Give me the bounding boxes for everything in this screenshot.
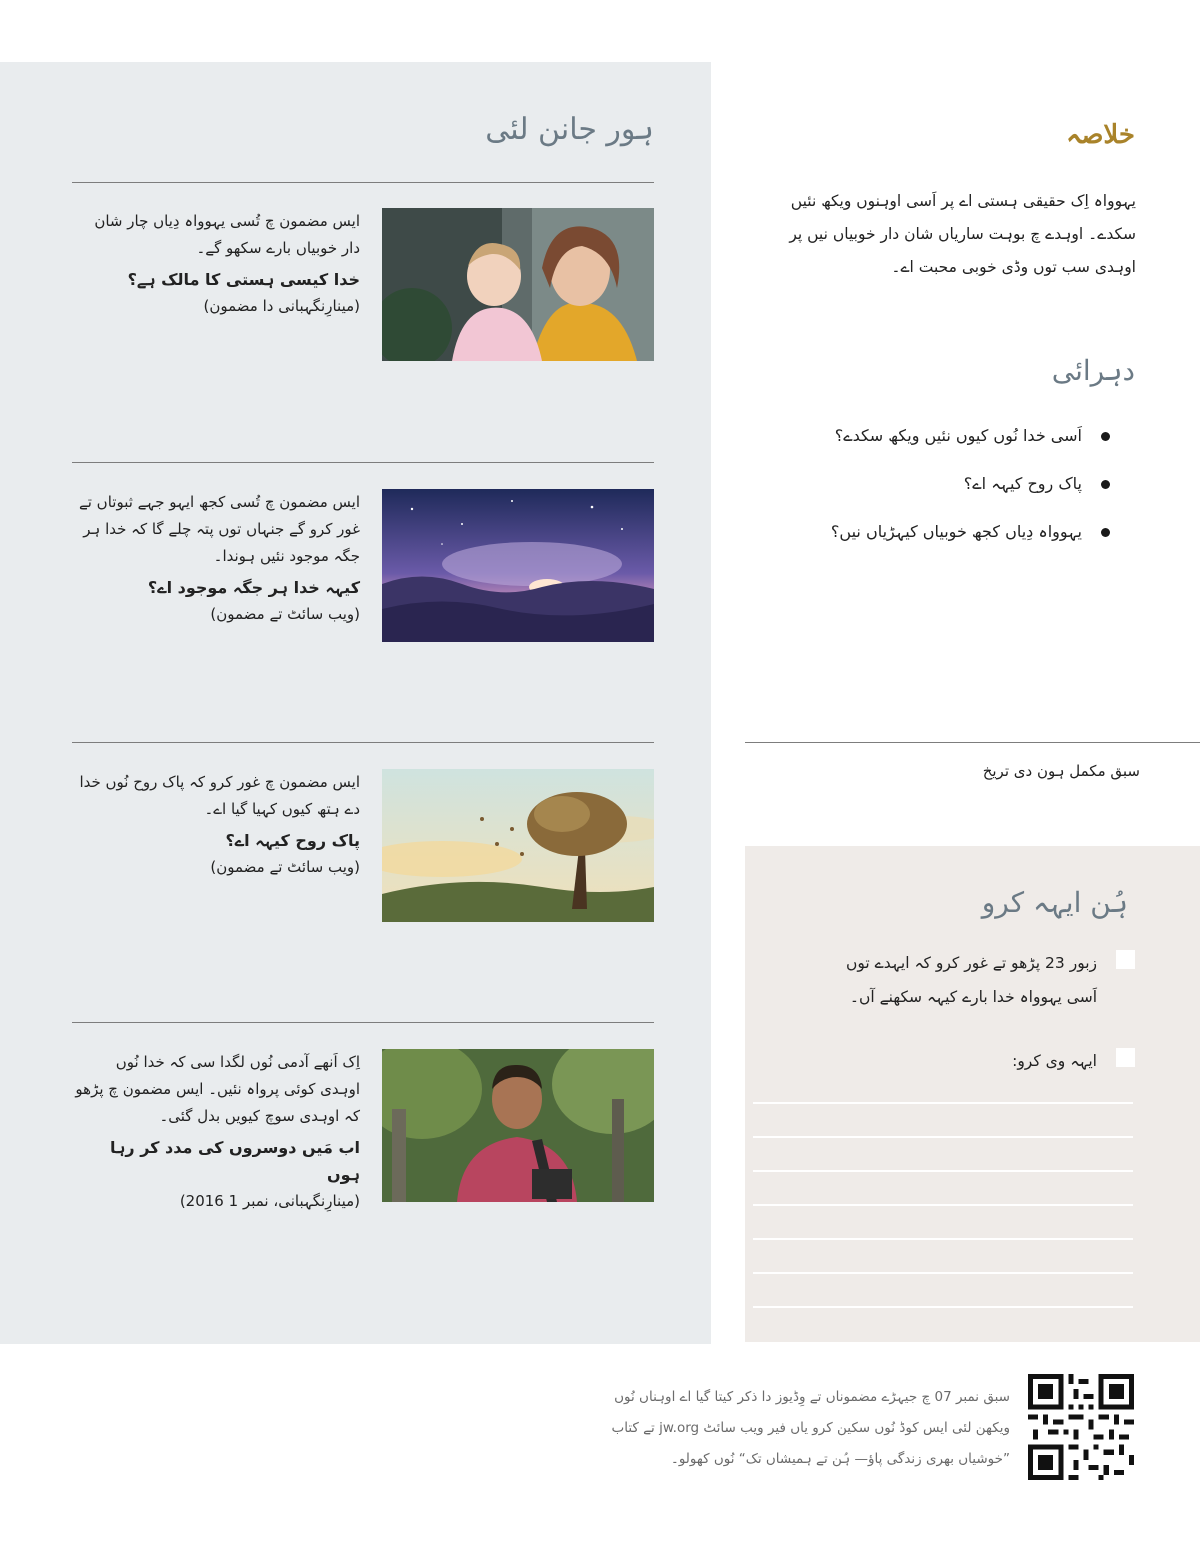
article-card-blind-man[interactable] bbox=[72, 1049, 654, 1209]
completion-divider bbox=[745, 742, 1200, 743]
article-title[interactable]: پاک روح کیہہ اے؟ bbox=[225, 831, 360, 850]
review-item-text: اَسی خدا نُوں کیوں نئیں ویکھ سکدے؟ bbox=[834, 426, 1082, 445]
qr-code-icon[interactable] bbox=[1028, 1374, 1134, 1480]
task-text: ایہہ وی کرو: bbox=[1012, 1052, 1097, 1070]
article-card-god-person[interactable] bbox=[72, 208, 654, 368]
more-info-title: ہور جانن لئی bbox=[485, 112, 654, 147]
article-title[interactable]: اب مَیں دوسروں کی مدد کر رہا ہوں bbox=[110, 1138, 360, 1184]
review-item bbox=[760, 424, 1110, 472]
completion-date-label: سبق مکمل ہون دی تریخ bbox=[982, 762, 1140, 780]
divider bbox=[72, 182, 654, 183]
article-title[interactable]: کیہہ خدا ہر جگہ موجود اے؟ bbox=[147, 578, 360, 597]
summary-title: خلاصہ bbox=[1066, 120, 1135, 150]
article-text bbox=[72, 1049, 360, 1215]
writing-line[interactable] bbox=[753, 1306, 1133, 1308]
article-text bbox=[72, 769, 360, 881]
writing-line[interactable] bbox=[753, 1238, 1133, 1240]
bullet-icon bbox=[1101, 480, 1110, 489]
task-text: زبور 23 پڑھو تے غور کرو کہ ایہدے توں اَسی یہوواہ خدا بارے کیہہ سکھنے آں۔ bbox=[846, 954, 1097, 1006]
checkbox[interactable] bbox=[1116, 950, 1135, 969]
article-text bbox=[72, 208, 360, 320]
action-title: ہُن ایہہ کرو bbox=[981, 886, 1128, 919]
writing-line[interactable] bbox=[753, 1102, 1133, 1104]
review-item-text: پاک روح کیہہ اے؟ bbox=[963, 474, 1082, 493]
divider bbox=[72, 742, 654, 743]
writing-line[interactable] bbox=[753, 1204, 1133, 1206]
review-item bbox=[760, 520, 1110, 568]
task-item bbox=[835, 946, 1135, 1026]
summary-text: یہوواہ اِک حقیقی ہستی اے پر اَسی اوہنوں ویکھ نئیں سکدے۔ اوہدے چ بوہت ساریاں شان دار خوبیاں نیں پر اوہدی سب توں وڈی خوبی محبت اے۔ bbox=[789, 192, 1136, 276]
article-description: ایس مضمون چ تُسی یہوواہ دِیاں چار شان دار خوبیاں بارے سکھو گے۔ bbox=[94, 212, 360, 257]
action-box bbox=[745, 846, 1200, 1342]
article-title[interactable]: خدا کیسی ہستی کا مالک ہے؟ bbox=[127, 270, 360, 289]
review-item-text: یہوواہ دِیاں کجھ خوبیاں کیہڑیاں نیں؟ bbox=[830, 522, 1082, 541]
starry-sky-sunset-illustration[interactable] bbox=[382, 489, 654, 642]
article-description: ایس مضمون چ تُسی کجھ ایہو جہے ثبوتاں تے غور کرو گے جنہاں توں پتہ چلے گا کہ خدا ہر جگہ موجود نئیں ہوندا۔ bbox=[78, 493, 360, 565]
review-item bbox=[760, 472, 1110, 520]
article-card-god-everywhere[interactable] bbox=[72, 489, 654, 649]
mother-and-child-photo[interactable] bbox=[382, 208, 654, 361]
article-source: (مینارِنگہبانی، نمبر 1 2016) bbox=[179, 1192, 360, 1210]
review-list bbox=[760, 424, 1110, 568]
article-source: (مینارِنگہبانی دا مضمون) bbox=[203, 297, 360, 315]
article-source: (ویب سائٹ تے مضمون) bbox=[210, 858, 360, 876]
task-item bbox=[835, 1044, 1135, 1084]
man-with-bag-photo[interactable] bbox=[382, 1049, 654, 1202]
divider bbox=[72, 1022, 654, 1023]
checkbox[interactable] bbox=[1116, 1048, 1135, 1067]
windblown-tree-illustration[interactable] bbox=[382, 769, 654, 922]
article-source: (ویب سائٹ تے مضمون) bbox=[210, 605, 360, 623]
writing-line[interactable] bbox=[753, 1136, 1133, 1138]
article-description: ایس مضمون چ غور کرو کہ پاک روح نُوں خدا دے ہتھ کیوں کہیا گیا اے۔ bbox=[79, 773, 360, 818]
divider bbox=[72, 462, 654, 463]
article-text bbox=[72, 489, 360, 628]
footer-note: سبق نمبر 07 چ جیہڑے مضموناں تے وِڈیوز دا ذکر کیتا گیا اے اوہناں نُوں ویکھن لئی ایس کوڈ نُوں سکین کرو یاں فیر ویب سائٹ jw.org تے کتاب ”خوشیاں بھری زندگی پاؤ— ہُن تے ہمیشاں تک“ نُوں کھولو۔ bbox=[611, 1389, 1010, 1467]
review-title: دہرائی bbox=[1051, 354, 1135, 387]
article-card-holy-spirit[interactable] bbox=[72, 769, 654, 929]
writing-line[interactable] bbox=[753, 1170, 1133, 1172]
bullet-icon bbox=[1101, 528, 1110, 537]
writing-line[interactable] bbox=[753, 1272, 1133, 1274]
article-description: اِک اَنھے آدمی نُوں لگدا سی کہ خدا نُوں اوہدی کوئی پرواہ نئیں۔ ایس مضمون چ پڑھو کہ اوہدی سوچ کیویں بدل گئی۔ bbox=[75, 1053, 360, 1125]
bullet-icon bbox=[1101, 432, 1110, 441]
